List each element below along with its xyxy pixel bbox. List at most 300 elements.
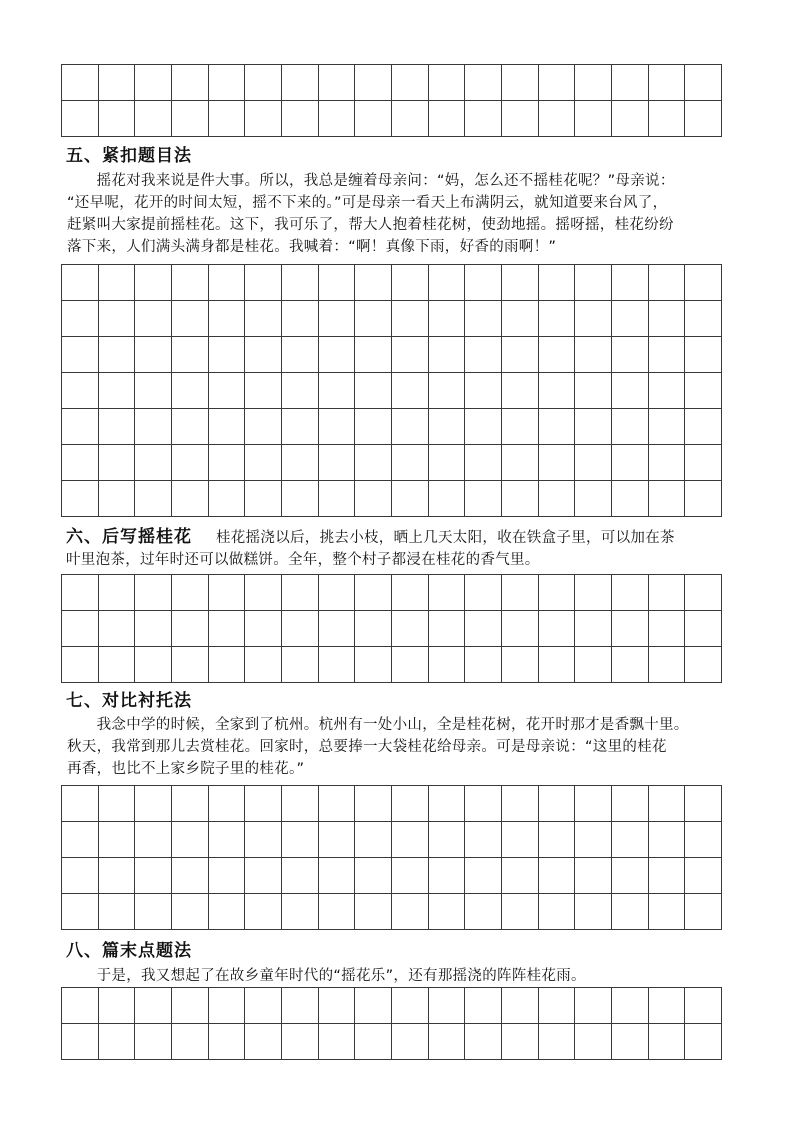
grid-cell: [465, 409, 502, 445]
grid-cell: [502, 265, 539, 301]
grid-cell: [172, 373, 209, 409]
grid-cell: [245, 894, 282, 930]
grid-cell: [209, 481, 246, 517]
grid-cell: [62, 894, 99, 930]
grid-cell: [135, 786, 172, 822]
grid-cell: [612, 988, 649, 1024]
grid-cell: [685, 894, 722, 930]
grid-cell: [62, 101, 99, 137]
grid-cell: [685, 575, 722, 611]
grid-cell: [99, 445, 136, 481]
grid-cell: [502, 894, 539, 930]
grid-cell: [62, 822, 99, 858]
grid-cell: [575, 894, 612, 930]
grid-cell: [245, 858, 282, 894]
grid-cell: [392, 611, 429, 647]
grid-cell: [99, 409, 136, 445]
grid-cell: [502, 65, 539, 101]
section-5-line-1: 摇花对我来说是件大事。所以，我总是缠着母亲问：“妈，怎么还不摇桂花呢？”母亲说：: [67, 173, 675, 189]
grid-cell: [429, 337, 466, 373]
grid-cell: [99, 822, 136, 858]
grid-cell: [282, 337, 319, 373]
grid-cell: [502, 481, 539, 517]
grid-cell: [282, 373, 319, 409]
grid-cell: [539, 822, 576, 858]
grid-cell: [465, 445, 502, 481]
grid-cell: [135, 647, 172, 683]
grid-cell: [282, 65, 319, 101]
grid-cell: [539, 575, 576, 611]
grid-cell: [355, 988, 392, 1024]
grid-cell: [282, 101, 319, 137]
grid-cell: [539, 409, 576, 445]
grid-cell: [99, 575, 136, 611]
grid-cell: [172, 1024, 209, 1060]
grid-cell: [392, 894, 429, 930]
grid-cell: [465, 65, 502, 101]
grid-cell: [465, 373, 502, 409]
grid-cell: [392, 373, 429, 409]
grid-cell: [685, 445, 722, 481]
grid-cell: [99, 337, 136, 373]
grid-cell: [429, 647, 466, 683]
grid-cell: [685, 1024, 722, 1060]
grid-cell: [282, 445, 319, 481]
grid-cell: [612, 894, 649, 930]
grid-cell: [685, 301, 722, 337]
grid-cell: [282, 858, 319, 894]
grid-cell: [282, 822, 319, 858]
grid-cell: [135, 611, 172, 647]
grid-cell: [539, 301, 576, 337]
grid-cell: [355, 265, 392, 301]
grid-cell: [429, 373, 466, 409]
grid-cell: [209, 101, 246, 137]
grid-cell: [62, 337, 99, 373]
grid-cell: [539, 265, 576, 301]
grid-cell: [172, 337, 209, 373]
grid-cell: [172, 822, 209, 858]
grid-cell: [502, 786, 539, 822]
grid-cell: [99, 65, 136, 101]
grid-cell: [172, 988, 209, 1024]
grid-cell: [575, 647, 612, 683]
grid-cell: [539, 337, 576, 373]
grid-cell: [319, 647, 356, 683]
section-5-text: [67, 170, 733, 258]
grid-cell: [319, 822, 356, 858]
grid-cell: [209, 647, 246, 683]
grid-cell: [539, 445, 576, 481]
grid-cell: [612, 575, 649, 611]
grid-cell: [62, 1024, 99, 1060]
grid-cell: [612, 611, 649, 647]
grid-cell: [539, 101, 576, 137]
grid-cell: [245, 611, 282, 647]
section-7-text: [67, 714, 733, 780]
grid-cell: [62, 373, 99, 409]
grid-cell: [282, 647, 319, 683]
grid-cell: [685, 265, 722, 301]
grid-cell: [135, 988, 172, 1024]
grid-cell: [575, 65, 612, 101]
grid-cell: [99, 611, 136, 647]
grid-cell: [539, 858, 576, 894]
grid-cell: [355, 409, 392, 445]
grid-cell: [612, 822, 649, 858]
grid-cell: [245, 265, 282, 301]
grid-cell: [465, 894, 502, 930]
grid-cell: [575, 822, 612, 858]
section-8-text: [67, 965, 733, 987]
grid-cell: [135, 301, 172, 337]
grid-cell: [575, 481, 612, 517]
grid-cell: [245, 575, 282, 611]
grid-cell: [685, 337, 722, 373]
grid-cell: [355, 101, 392, 137]
grid-cell: [319, 337, 356, 373]
grid-cell: [612, 373, 649, 409]
grid-cell: [502, 858, 539, 894]
grid-cell: [355, 894, 392, 930]
grid-cell: [62, 647, 99, 683]
grid-cell: [392, 445, 429, 481]
grid-cell: [172, 445, 209, 481]
grid-cell: [465, 301, 502, 337]
grid-cell: [575, 409, 612, 445]
grid-cell: [282, 409, 319, 445]
grid-cell: [319, 786, 356, 822]
section-5-line-4: 落下来，人们满头满身都是桂花。我喊着：“啊！真像下雨，好香的雨啊！”: [67, 239, 557, 255]
grid-cell: [649, 611, 686, 647]
section-6-line-1: 桂花摇浇以后，挑去小枝，晒上几天太阳，收在铁盒子里，可以加在茶: [216, 530, 675, 546]
section-6-text: [66, 526, 732, 571]
section-7-line-3: 再香，也比不上家乡院子里的桂花。”: [67, 761, 305, 777]
grid-cell: [245, 988, 282, 1024]
grid-cell: [465, 786, 502, 822]
section-5-line-2: “还早呢，花开的时间太短，摇不下来的。”可是母亲一看天上布满阴云，就知道要来台风了，: [67, 195, 668, 211]
grid-cell: [575, 858, 612, 894]
grid-cell: [355, 373, 392, 409]
grid-cell: [135, 409, 172, 445]
grid-cell: [245, 786, 282, 822]
grid-cell: [465, 481, 502, 517]
grid-cell: [612, 337, 649, 373]
grid-cell: [245, 409, 282, 445]
grid-cell: [539, 373, 576, 409]
grid-cell: [649, 65, 686, 101]
grid-cell: [429, 265, 466, 301]
grid-cell: [355, 611, 392, 647]
grid-cell: [612, 647, 649, 683]
grid-cell: [575, 265, 612, 301]
grid-cell: [319, 575, 356, 611]
grid-cell: [282, 481, 319, 517]
grid-cell: [465, 265, 502, 301]
grid-cell: [135, 575, 172, 611]
grid-cell: [99, 894, 136, 930]
grid-cell: [99, 1024, 136, 1060]
grid-cell: [539, 481, 576, 517]
grid-cell: [429, 1024, 466, 1060]
grid-cell: [319, 101, 356, 137]
grid-cell: [99, 301, 136, 337]
grid-cell: [319, 611, 356, 647]
grid-cell: [685, 373, 722, 409]
grid-cell: [172, 301, 209, 337]
grid-cell: [319, 988, 356, 1024]
grid-cell: [62, 445, 99, 481]
grid-cell: [172, 575, 209, 611]
grid-cell: [465, 611, 502, 647]
grid-cell: [649, 575, 686, 611]
grid-cell: [282, 575, 319, 611]
grid-cell: [649, 858, 686, 894]
grid-cell: [209, 786, 246, 822]
grid-cell: [355, 822, 392, 858]
grid-cell: [209, 858, 246, 894]
grid-cell: [575, 1024, 612, 1060]
grid-cell: [172, 481, 209, 517]
writing-grid-top: [61, 64, 722, 137]
grid-cell: [62, 858, 99, 894]
grid-cell: [649, 373, 686, 409]
grid-cell: [319, 373, 356, 409]
grid-cell: [355, 481, 392, 517]
grid-cell: [209, 445, 246, 481]
grid-cell: [575, 988, 612, 1024]
section-7-title: 七、对比衬托法: [66, 691, 192, 711]
grid-cell: [649, 1024, 686, 1060]
grid-cell: [319, 65, 356, 101]
grid-cell: [502, 409, 539, 445]
grid-cell: [355, 65, 392, 101]
grid-cell: [612, 481, 649, 517]
grid-cell: [209, 373, 246, 409]
grid-cell: [539, 786, 576, 822]
grid-cell: [135, 481, 172, 517]
grid-cell: [502, 373, 539, 409]
grid-cell: [282, 786, 319, 822]
grid-cell: [392, 481, 429, 517]
grid-cell: [245, 481, 282, 517]
grid-cell: [392, 337, 429, 373]
grid-cell: [355, 647, 392, 683]
grid-cell: [685, 409, 722, 445]
section-6-line-2: 叶里泡茶，过年时还可以做糕饼。全年，整个村子都浸在桂花的香气里。: [66, 552, 540, 568]
grid-cell: [99, 647, 136, 683]
grid-cell: [649, 481, 686, 517]
grid-cell: [502, 1024, 539, 1060]
grid-cell: [502, 988, 539, 1024]
grid-cell: [612, 65, 649, 101]
grid-cell: [245, 1024, 282, 1060]
grid-cell: [319, 1024, 356, 1060]
grid-cell: [649, 822, 686, 858]
grid-cell: [355, 337, 392, 373]
grid-cell: [429, 988, 466, 1024]
grid-cell: [502, 337, 539, 373]
grid-cell: [392, 647, 429, 683]
grid-cell: [502, 611, 539, 647]
grid-cell: [649, 647, 686, 683]
grid-cell: [172, 265, 209, 301]
grid-cell: [172, 101, 209, 137]
grid-cell: [392, 822, 429, 858]
grid-cell: [685, 647, 722, 683]
grid-cell: [99, 988, 136, 1024]
grid-cell: [649, 265, 686, 301]
grid-cell: [612, 301, 649, 337]
grid-cell: [209, 894, 246, 930]
grid-cell: [465, 858, 502, 894]
grid-cell: [685, 988, 722, 1024]
grid-cell: [429, 409, 466, 445]
grid-cell: [429, 301, 466, 337]
grid-cell: [465, 647, 502, 683]
grid-cell: [282, 301, 319, 337]
writing-grid-section-7: [61, 785, 722, 930]
grid-cell: [649, 101, 686, 137]
grid-cell: [135, 265, 172, 301]
grid-cell: [355, 445, 392, 481]
writing-grid-section-5: [61, 264, 722, 517]
grid-cell: [245, 373, 282, 409]
grid-cell: [282, 611, 319, 647]
section-6-title: 六、后写摇桂花: [66, 527, 192, 547]
grid-cell: [429, 786, 466, 822]
grid-cell: [245, 301, 282, 337]
grid-cell: [575, 611, 612, 647]
grid-cell: [209, 301, 246, 337]
grid-cell: [135, 858, 172, 894]
grid-cell: [172, 611, 209, 647]
section-7-line-1: 我念中学的时候，全家到了杭州。杭州有一处小山，全是桂花树，花开时那才是香飘十里。: [67, 717, 689, 733]
grid-cell: [135, 445, 172, 481]
grid-cell: [392, 101, 429, 137]
grid-cell: [685, 101, 722, 137]
grid-cell: [429, 611, 466, 647]
grid-cell: [62, 301, 99, 337]
grid-cell: [245, 101, 282, 137]
grid-cell: [539, 647, 576, 683]
grid-cell: [135, 1024, 172, 1060]
grid-cell: [355, 786, 392, 822]
grid-cell: [502, 575, 539, 611]
grid-cell: [502, 647, 539, 683]
grid-cell: [319, 445, 356, 481]
grid-cell: [355, 1024, 392, 1060]
grid-cell: [62, 65, 99, 101]
grid-cell: [245, 445, 282, 481]
grid-cell: [319, 265, 356, 301]
grid-cell: [99, 373, 136, 409]
grid-cell: [245, 337, 282, 373]
grid-cell: [392, 575, 429, 611]
grid-cell: [429, 822, 466, 858]
grid-cell: [575, 445, 612, 481]
grid-cell: [172, 647, 209, 683]
grid-cell: [62, 481, 99, 517]
grid-cell: [465, 1024, 502, 1060]
grid-cell: [355, 575, 392, 611]
grid-cell: [282, 988, 319, 1024]
grid-cell: [429, 481, 466, 517]
grid-cell: [429, 858, 466, 894]
grid-cell: [429, 575, 466, 611]
grid-cell: [245, 647, 282, 683]
grid-cell: [319, 894, 356, 930]
grid-cell: [392, 301, 429, 337]
writing-grid-section-8: [61, 987, 722, 1060]
grid-cell: [612, 1024, 649, 1060]
grid-cell: [282, 894, 319, 930]
grid-cell: [172, 858, 209, 894]
grid-cell: [135, 101, 172, 137]
grid-cell: [502, 301, 539, 337]
grid-cell: [209, 988, 246, 1024]
writing-grid-section-6: [61, 574, 722, 683]
grid-cell: [575, 337, 612, 373]
grid-cell: [685, 481, 722, 517]
grid-cell: [539, 65, 576, 101]
grid-cell: [392, 988, 429, 1024]
grid-cell: [685, 858, 722, 894]
grid-cell: [135, 894, 172, 930]
section-7-line-2: 秋天，我常到那儿去赏桂花。回家时，总要捧一大袋桂花给母亲。可是母亲说：“这里的桂花: [67, 739, 667, 755]
grid-cell: [502, 822, 539, 858]
grid-cell: [465, 822, 502, 858]
grid-cell: [392, 265, 429, 301]
grid-cell: [465, 101, 502, 137]
grid-cell: [649, 301, 686, 337]
grid-cell: [429, 65, 466, 101]
grid-cell: [612, 858, 649, 894]
grid-cell: [62, 575, 99, 611]
grid-cell: [612, 101, 649, 137]
grid-cell: [575, 373, 612, 409]
grid-cell: [209, 337, 246, 373]
grid-cell: [99, 481, 136, 517]
grid-cell: [392, 858, 429, 894]
grid-cell: [392, 65, 429, 101]
grid-cell: [209, 265, 246, 301]
grid-cell: [539, 1024, 576, 1060]
grid-cell: [319, 301, 356, 337]
grid-cell: [99, 265, 136, 301]
grid-cell: [575, 786, 612, 822]
grid-cell: [99, 101, 136, 137]
grid-cell: [319, 481, 356, 517]
grid-cell: [172, 409, 209, 445]
grid-cell: [685, 65, 722, 101]
grid-cell: [99, 786, 136, 822]
grid-cell: [172, 786, 209, 822]
grid-cell: [685, 786, 722, 822]
grid-cell: [209, 575, 246, 611]
grid-cell: [355, 858, 392, 894]
grid-cell: [62, 988, 99, 1024]
grid-cell: [135, 65, 172, 101]
grid-cell: [539, 611, 576, 647]
grid-cell: [649, 786, 686, 822]
section-8-title: 八、篇末点题法: [66, 941, 192, 961]
grid-cell: [172, 65, 209, 101]
grid-cell: [465, 988, 502, 1024]
grid-cell: [355, 301, 392, 337]
grid-cell: [392, 409, 429, 445]
grid-cell: [649, 337, 686, 373]
